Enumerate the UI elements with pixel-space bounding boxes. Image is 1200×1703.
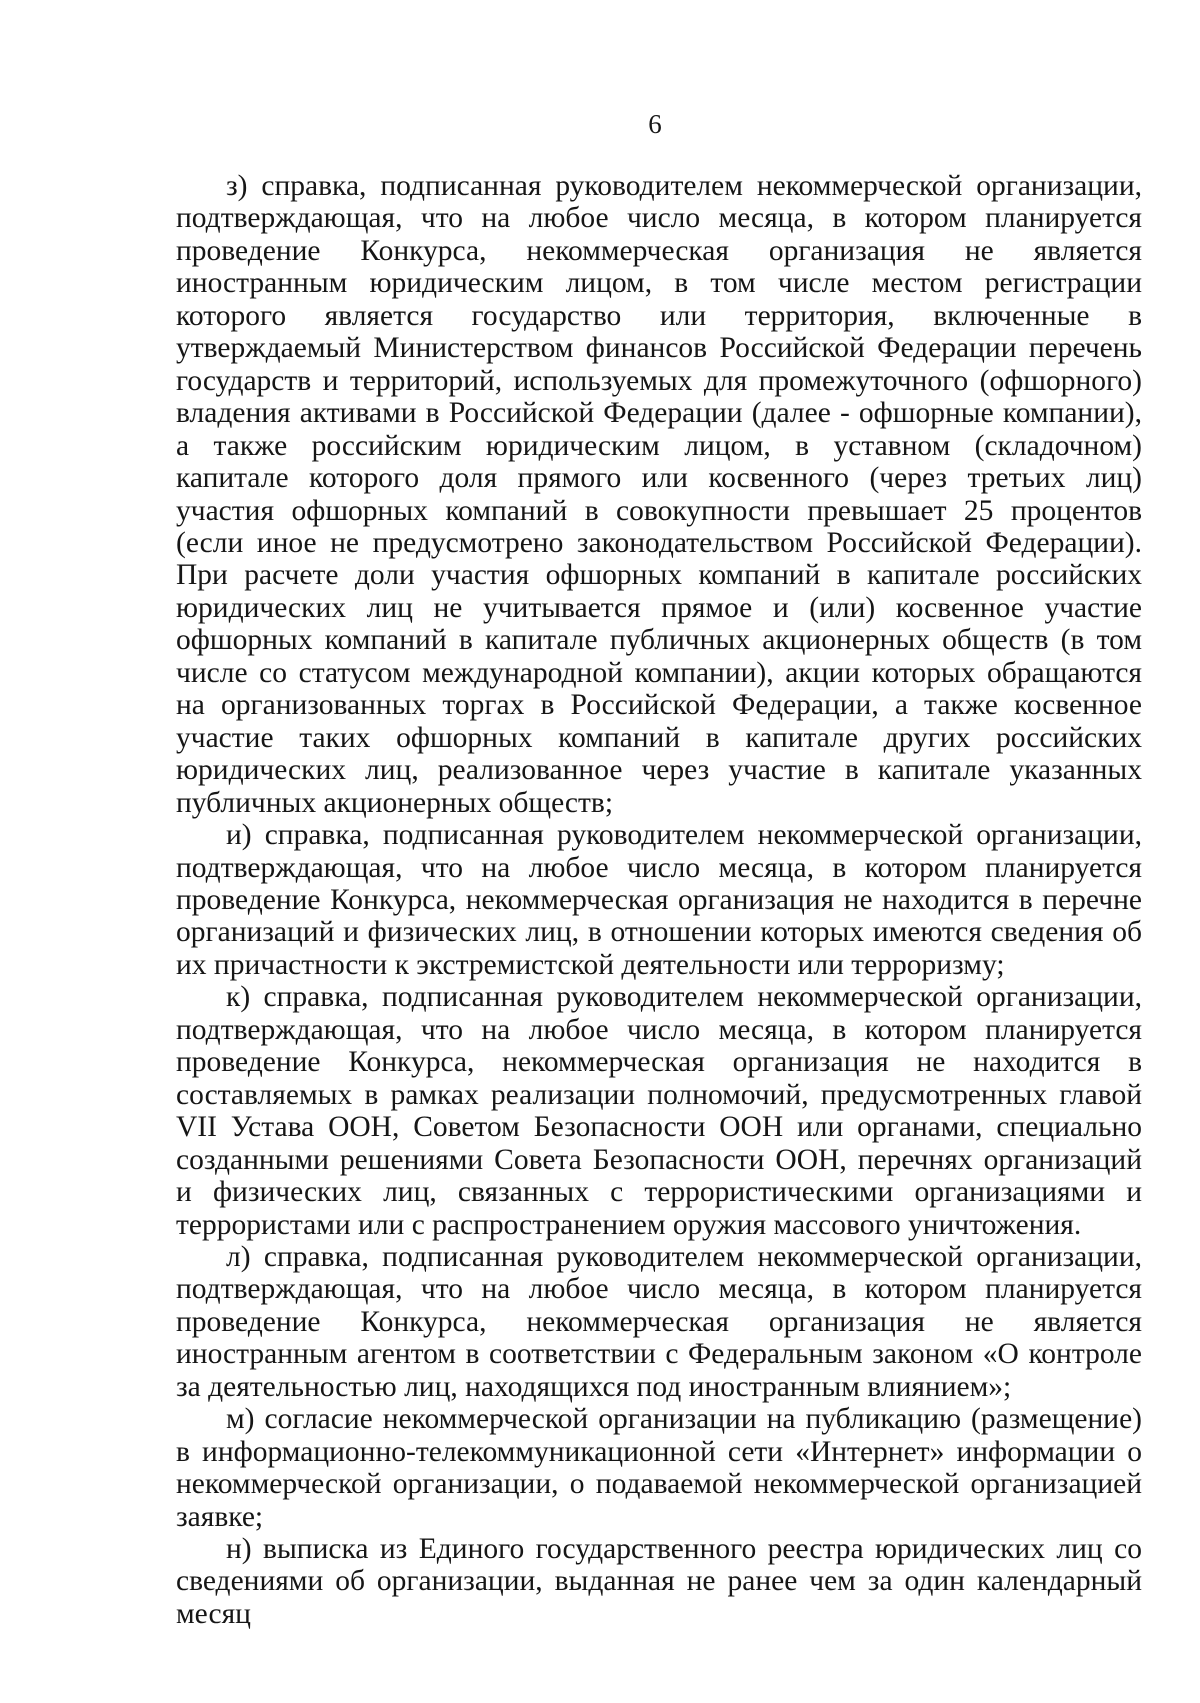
paragraph-l: л) справка, подписанная руководителем некоммерческой организации, подтверждающая, что на любое число месяца, в котором планируется проведение Конкурса, некоммерческая организация не является иностранным агентом в соответствии с Федеральным законом «О контроле за деятельностью лиц, находящихся под иностранным влиянием»; [176,1240,1142,1403]
paragraph-z: з) справка, подписанная руководителем некоммерческой организации, подтверждающая, что на любое число месяца, в котором планируется проведение Конкурса, некоммерческая организация не является иностранным юридическим лицом, в том числе местом регистрации которого является государство или территория, включенные в утверждаемый Министерством финансов Российской Федерации перечень государств и территорий, используемых для промежуточного (офшорного) владения активами в Российской Федерации (далее - офшорные компании), а также российским юридическим лицом, в уставном (складочном) капитале которого доля прямого или косвенного (через третьих лиц) участия офшорных компаний в совокупности превышает 25 процентов (если иное не предусмотрено законодательством Российской Федерации). При расчете доли участия офшорных компаний в капитале российских юридических лиц не учитывается прямое и (или) косвенное участие офшорных компаний в капитале публичных акционерных обществ (в том числе со статусом международной компании), акции которых обращаются на организованных торгах в Российской Федерации, а также косвенное участие таких офшорных компаний в капитале других российских юридических лиц, реализованное через участие в капитале указанных публичных акционерных обществ; [176,170,1142,819]
paragraph-i: и) справка, подписанная руководителем некоммерческой организации, подтверждающая, что на любое число месяца, в котором планируется проведение Конкурса, некоммерческая организация не находится в перечне организаций и физических лиц, в отношении которых имеются сведения об их причастности к экстремистской деятельности или терроризму; [176,819,1142,981]
paragraph-m: м) согласие некоммерческой организации на публикацию (размещение) в информационно-телекоммуникационной сети «Интернет» информации о некоммерческой организации, о подаваемой некоммерческой организацией заявке; [176,1403,1142,1533]
document-body [176,170,1142,1630]
paragraph-n: н) выписка из Единого государственного реестра юридических лиц со сведениями об организации, выданная не ранее чем за один календарный месяц [176,1533,1142,1630]
paragraph-k: к) справка, подписанная руководителем некоммерческой организации, подтверждающая, что на любое число месяца, в котором планируется проведение Конкурса, некоммерческая организация не находится в составляемых в рамках реализации полномочий, предусмотренных главой VII Устава ООН, Советом Безопасности ООН или органами, специально созданными решениями Совета Безопасности ООН, перечнях организаций и физических лиц, связанных с террористическими организациями и террористами или с распространением оружия массового уничтожения. [176,981,1142,1241]
page-number: 6 [648,109,662,139]
